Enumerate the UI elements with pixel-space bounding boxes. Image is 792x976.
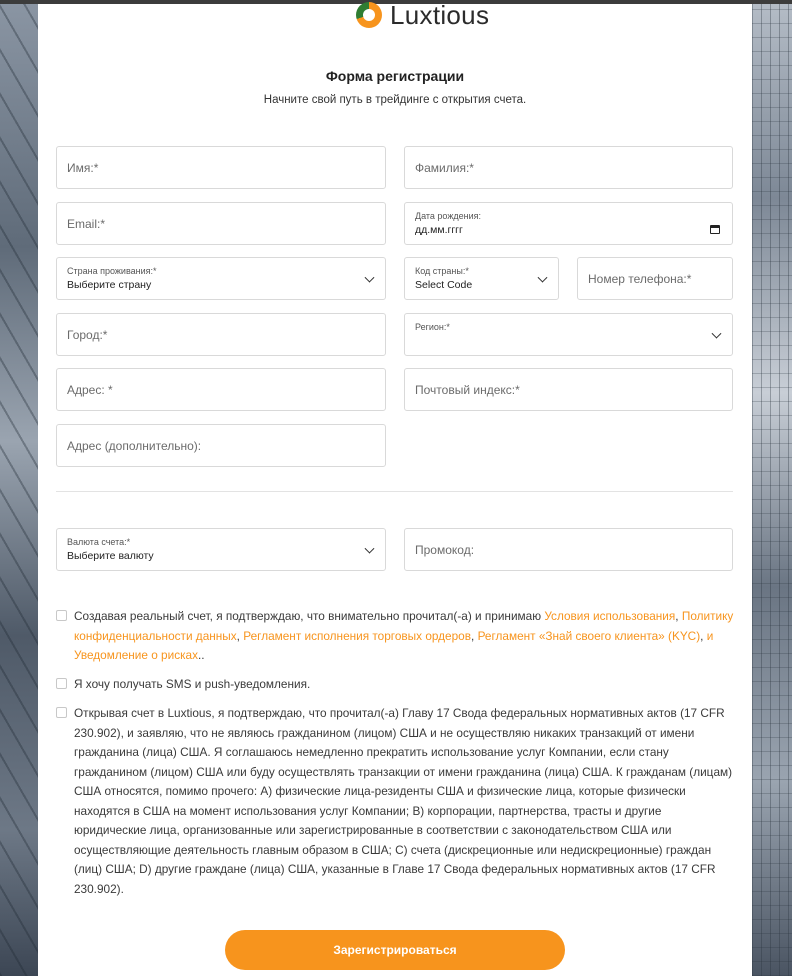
terms-checkbox[interactable] bbox=[56, 610, 67, 621]
currency-value: Выберите валюту bbox=[67, 550, 154, 562]
country-label: Страна проживания:* bbox=[67, 266, 157, 276]
us-consent-text: Открывая счет в Luxtious, я подтверждаю, что прочитал(-а) Главу 17 Свода федеральных нормативных актов (17 CFR 230.902), и заявляю, что не являюсь гражданином (лицом) США и не осуществляю никаких транзакций от имени гражданина (лица) США. Я соглашаюсь немедленно прекратить использование услуг Компании, если стану гражданином (лицом) США или буду осуществлять транзакции от имени гражданина (лица) США. К гражданам (лицам) США относятся, помимо прочего: A) физические лица-резиденты США и физические лица, которые физически находятся в США на момент использования услуг Компании; B) корпорации, партнерства, трасты и другие юридические лица, организованные или зарегистрированные в соответствии с законодательством США или осуществляющие деятельность главным образом в США; C) счета (дискреционные или недискреционные) граждан (лиц) США; D) другие граждане (лица) США, указанные в Главе 17 Свода федеральных нормативных актов (17 CFR 230.902). bbox=[74, 706, 733, 896]
address-input[interactable] bbox=[56, 368, 386, 411]
phone-placeholder: Номер телефона:* bbox=[588, 271, 692, 286]
region-select[interactable] bbox=[404, 313, 733, 356]
first-name-placeholder: Имя:* bbox=[67, 160, 99, 175]
terms-link[interactable]: Условия использования bbox=[544, 609, 676, 623]
city-input[interactable] bbox=[56, 313, 386, 356]
chevron-down-icon bbox=[712, 328, 722, 338]
address2-placeholder: Адрес (дополнительно): bbox=[67, 438, 202, 453]
birth-date-label: Дата рождения: bbox=[415, 211, 481, 221]
separator: , bbox=[675, 609, 682, 623]
terms-text: Создавая реальный счет, я подтверждаю, что внимательно прочитал(-а) и принимаю bbox=[74, 609, 545, 623]
currency-select[interactable] bbox=[56, 528, 386, 571]
region-label: Регион:* bbox=[415, 322, 450, 332]
logo-icon bbox=[356, 2, 382, 28]
email-input[interactable] bbox=[56, 202, 386, 245]
last-name-placeholder: Фамилия:* bbox=[415, 160, 474, 175]
separator: , bbox=[471, 628, 478, 643]
chevron-down-icon bbox=[538, 272, 548, 282]
terms-consent-text bbox=[74, 607, 736, 666]
city-placeholder: Город:* bbox=[67, 327, 108, 342]
first-name-input[interactable] bbox=[56, 146, 386, 189]
us-consent bbox=[56, 704, 736, 899]
chevron-down-icon bbox=[365, 272, 375, 282]
risk-link[interactable]: и Уведомление о рисках bbox=[74, 628, 714, 662]
sms-consent bbox=[56, 675, 736, 695]
sms-consent-text: Я хочу получать SMS и push-уведомления. bbox=[74, 677, 311, 691]
us-checkbox[interactable] bbox=[56, 707, 67, 718]
background-image-right bbox=[752, 4, 792, 976]
country-value: Выберите страну bbox=[67, 279, 152, 291]
brand-logo[interactable] bbox=[356, 0, 489, 30]
postal-code-input[interactable] bbox=[404, 368, 733, 411]
promo-placeholder: Промокод: bbox=[415, 542, 475, 557]
register-button[interactable]: Зарегистрироваться bbox=[225, 930, 565, 970]
country-code-select[interactable] bbox=[404, 257, 559, 300]
email-placeholder: Email:* bbox=[67, 216, 106, 231]
form-subtitle: Начните свой путь в трейдинге с открытия счета. bbox=[263, 94, 527, 106]
birth-date-value: дд.мм.гггг bbox=[415, 224, 463, 236]
country-select[interactable] bbox=[56, 257, 386, 300]
address-placeholder: Адрес: * bbox=[67, 382, 113, 397]
address2-input[interactable] bbox=[56, 424, 386, 467]
country-code-label: Код страны:* bbox=[415, 266, 469, 276]
phone-input[interactable] bbox=[577, 257, 733, 300]
registration-card bbox=[38, 0, 752, 976]
currency-label: Валюта счета:* bbox=[67, 537, 131, 547]
brand-name: Luxtious bbox=[390, 0, 490, 30]
promo-input[interactable] bbox=[404, 528, 733, 571]
chevron-down-icon bbox=[365, 543, 375, 553]
country-code-value: Select Code bbox=[415, 279, 473, 291]
sms-checkbox[interactable] bbox=[56, 678, 67, 689]
background-image-left bbox=[0, 4, 38, 976]
orders-link[interactable]: Регламент исполнения торговых ордеров bbox=[243, 628, 472, 643]
kyc-link[interactable]: Регламент «Знай своего клиента» (KYC) bbox=[477, 628, 701, 643]
separator: , bbox=[236, 628, 244, 643]
separator: , bbox=[700, 628, 707, 643]
privacy-link[interactable]: Политику конфиденциальности данных bbox=[74, 609, 734, 643]
section-divider bbox=[56, 491, 733, 492]
terms-consent bbox=[56, 607, 736, 666]
calendar-icon[interactable] bbox=[710, 225, 720, 234]
postal-code-placeholder: Почтовый индекс:* bbox=[415, 382, 520, 397]
terms-text-end: .. bbox=[197, 648, 205, 662]
form-title: Форма регистрации bbox=[325, 68, 465, 84]
last-name-input[interactable] bbox=[404, 146, 733, 189]
birth-date-input[interactable] bbox=[404, 202, 733, 245]
